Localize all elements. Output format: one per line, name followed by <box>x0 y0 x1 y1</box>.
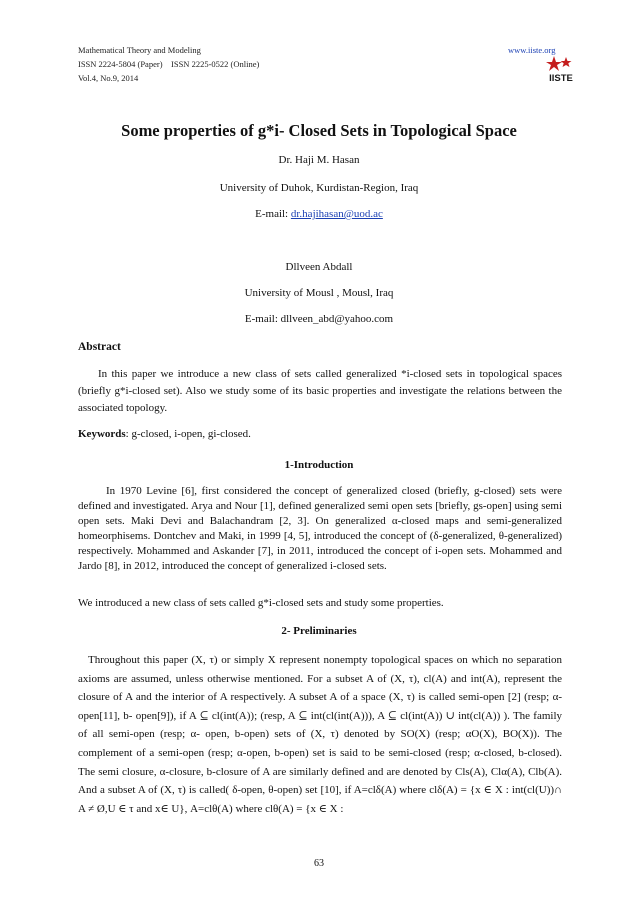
page-number: 63 <box>314 858 324 869</box>
preliminaries-paragraph: Throughout this paper (X, τ) or simply X represent nonempty topological spaces on which no separation axioms are assumed, unless otherwise mentioned. For a subset A of (X, τ), cl(A) and int(A), represent the closure of A and the interior of A respectively. A subset A of a space (X, τ) is called semi-open [2] (resp; α-open[11], b- open[9]), if A ⊆ cl(int(A)); (resp, A ⊆ int(cl(int(A))), A ⊆ cl(int(A)) ∪ int(cl(A)) ). The family of all semi-open (resp; α- open, b-open) sets of (X, τ) denoted by SO(X) (resp; αO(X), BO(X)). The complement of a semi-open (resp; α-open, b-open) set is said to be semi-closed (resp; α-closed, b-closed). The semi closure, α-closure, b-closure of A are similarly defined and are denoted by Cls(A), Clα(A), Clb(A). And a subset A of (X, τ) is called( δ-open, θ-open) set [10], if A=clδ(A) where clδ(A) = {x ∈ X : int(cl(U))∩ A ≠ Ø,U ∈ τ and x∈ U}, A=clθ(A) where clθ(A) = {x ∈ X : <box>78 654 562 815</box>
issn-line: ISSN 2224-5804 (Paper) ISSN 2225-0522 (Online) <box>78 59 260 69</box>
paper-title: Some properties of g*i- Closed Sets in Topological Space <box>121 121 517 140</box>
iiste-logo <box>546 54 576 84</box>
author1-email <box>40 208 598 220</box>
author2-name: Dllveen Abdall <box>285 261 353 273</box>
author2-email: E-mail: dllveen_abd@yahoo.com <box>244 313 394 325</box>
website-link[interactable]: www.iiste.org <box>508 45 556 55</box>
author1-email-link[interactable]: dr.hajihasan@uod.ac <box>290 208 383 220</box>
keywords <box>78 428 251 440</box>
author2-affiliation: University of Mousl , Mousl, Iraq <box>244 287 394 299</box>
keywords-text: : g-closed, i-open, gi-closed. <box>125 428 251 440</box>
abstract-heading: Abstract <box>78 341 121 353</box>
introduction-paragraph: In 1970 Levine [6], first considered the concept of generalized closed (briefly, g-closed) sets were defined and investigated. Arya and Nour [1], defined generalized semi open sets [briefly, gs-open] using semi open sets. Maki Devi and Balachandram [2, 3]. On generalized α-closed maps and semi-generalized homeorphisems. Dontchev and Maki, in 1999 [4, 5], introduced the concept of (δ-generalized, θ-generalized) respectively. Mohammed and Askander [7], in 2011, introduced the concept of i-open sets. Mohammed and Jardo [8], in 2012, introduced the concept of generalized i-closed sets. <box>78 485 562 572</box>
svg-text:IISTE: IISTE <box>549 73 573 84</box>
introduction-paragraph-2: We introduced a new class of sets called g*i-closed sets and study some properties. <box>78 597 444 609</box>
abstract-text: In this paper we introduce a new class of sets called generalized *i-closed sets in topological spaces (briefly g*i-closed set). Also we study some of its basic properties and investigate the relations between the associated topology. <box>78 368 562 414</box>
volume-line: Vol.4, No.9, 2014 <box>78 73 139 83</box>
section1-heading: 1-Introduction <box>284 459 354 471</box>
journal-name: Mathematical Theory and Modeling <box>78 45 201 55</box>
author1-email-label: E-mail: <box>255 208 291 220</box>
keywords-label: Keywords <box>78 428 126 440</box>
section2-heading: 2- Preliminaries <box>281 625 357 637</box>
author1-affiliation: University of Duhok, Kurdistan-Region, Iraq <box>219 182 419 194</box>
author1-name: Dr. Haji M. Hasan <box>278 154 360 166</box>
